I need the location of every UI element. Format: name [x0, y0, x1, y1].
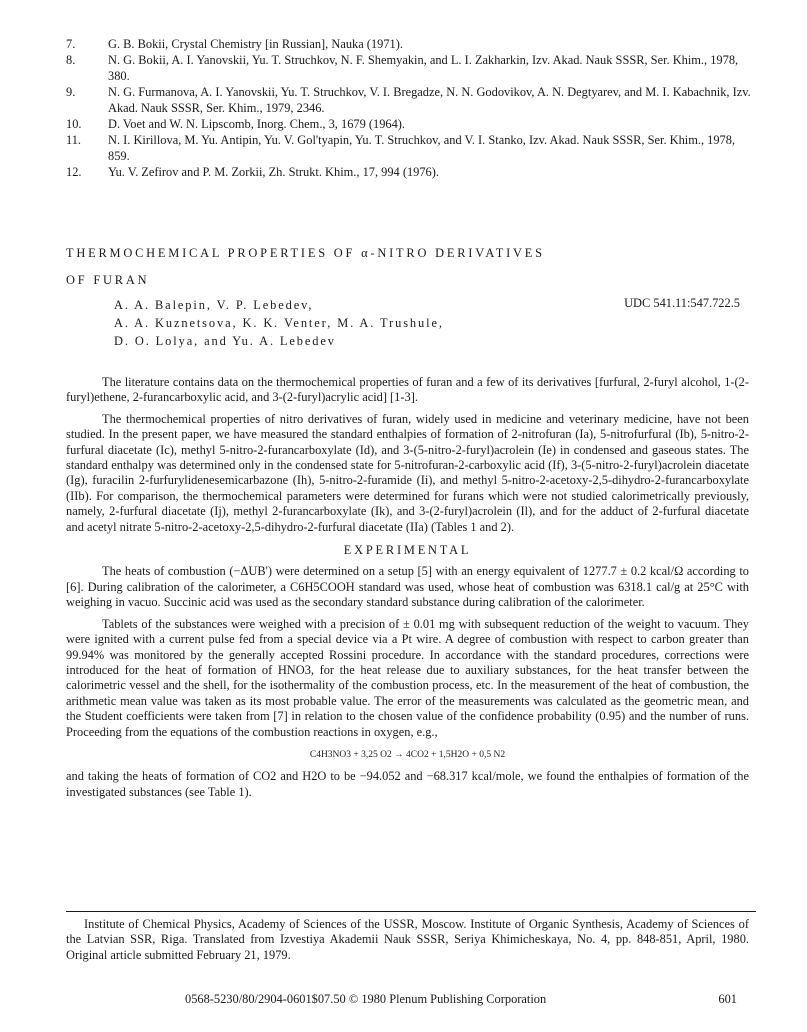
- paragraph: The thermochemical properties of nitro derivatives of furan, widely used in medicine and veterinary medicine, have not been studied. In the present paper, we have measured the standard enthalpies of formation of 2-nitrofuran (Ia), 5-nitrofurfural (Ib), 5-nitro-2-furfural diacetate (Ic), methyl 5-nitro-2-furancarboxylate (Id), and 3-(5-nitro-2-furyl)acrolein (Ie) in condensed and gaseous states. The standard enthalpy was determined only in the condensed state for 5-nitrofuran-2-carboxylic acid (If), 3-(5-nitro-2-furyl)acrolein diacetate (Ig), furacilin 2-furfurylidenesemicarbazone (Ih), 5-nitro-2-furamide (Ii), and methyl 5-nitro-2-acetoxy-2,5-dihydro-2-furancarboxylate (IIb). For comparison, the thermochemical parameters were determined for furans which were not studied calorimetrically previously, namely, 2-furfural diacetate (Ij), methyl 2-furancarboxylate (Ik), and 3-(2-furyl)acrolein (Il), and for the adduct of 2-furfural diacetate and acetyl nitrate 5-nitro-2-acetoxy-2,5-dihydro-2-furfural diacetate (IIa) (Tables 1 and 2).: [66, 411, 749, 534]
- author-line: D. O. Lolya, and Yu. A. Lebedev: [114, 334, 336, 348]
- copyright-line: 0568-5230/80/2904-0601$07.50 © 1980 Plenum Publishing Corporation: [185, 992, 547, 1006]
- article-title: [66, 240, 756, 294]
- reference-item: [66, 84, 756, 116]
- reference-item: [66, 36, 756, 52]
- reference-text: D. Voet and W. N. Lipscomb, Inorg. Chem., 3, 1679 (1964).: [108, 117, 406, 131]
- reaction-equation: C4H3NO3 + 3,25 O2 → 4CO2 + 1,5H2O + 0,5 N2: [309, 749, 506, 760]
- paragraph: and taking the heats of formation of CO2 and H2O to be −94.052 and −68.317 kcal/mole, we found the enthalpies of formation of the investigated substances (see Table 1).: [66, 769, 749, 799]
- reference-number: 10.: [66, 117, 82, 131]
- paragraph: Tablets of the substances were weighed with a precision of ± 0.01 mg with subsequent reduction of the weight to vacuum. They were ignited with a current pulse fed from a special device via a Pt wire. A degree of combustion with respect to carbon greater than 99.94% was monitored by the generally accepted Rossini procedure. In accordance with the standard procedures, corrections were introduced for the heat of formation of HNO3, for the heat release due to auxiliary substances, for the heat transfer between the calorimetric vessel and the shell, for the isothermality of the combustion process, etc. In the measurement of the heat of combustion, the arithmetic mean value was taken as its most probable value. The error of the measurements was calculated as the geometric mean, and the Student coefficients were taken from [7] in relation to the chosen value of the confidence probability (0.95) and the number of runs. Proceeding from the equations of the combustion reactions in oxygen, e.g.,: [66, 616, 749, 739]
- section-heading: EXPERIMENTAL: [343, 543, 472, 558]
- reference-item: [66, 52, 756, 84]
- footnote: Institute of Chemical Physics, Academy of Sciences of the USSR, Moscow. Institute of Organic Synthesis, Academy of Sciences of the Latvian SSR, Riga. Translated from Izvestiya Akademii Nauk SSSR, Seriya Khimicheskaya, No. 4, pp. 848-851, April, 1980. Original article submitted February 21, 1979.: [66, 917, 749, 962]
- page-number: 601: [718, 992, 737, 1006]
- article-body: [66, 375, 749, 806]
- reference-item: [66, 164, 756, 180]
- reference-text: N. I. Kirillova, M. Yu. Antipin, Yu. V. Gol'tyapin, Yu. T. Struchkov, and V. I. Stanko, Izv. Akad. Nauk SSSR, Ser. Khim., 1978, 859.: [108, 133, 736, 163]
- author-list: [114, 296, 444, 350]
- reference-item: [66, 132, 756, 164]
- author-line: A. A. Kuznetsova, K. K. Venter, M. A. Trushule,: [114, 316, 444, 330]
- reference-number: 12.: [66, 165, 82, 179]
- paragraph: The literature contains data on the thermochemical properties of furan and a few of its derivatives [furfural, 2-furyl alcohol, 1-(2-furyl)ethene, 2-furancarboxylic acid, and 3-(2-furyl)acrylic acid] [1-3].: [66, 375, 749, 405]
- article-title-line: OF FURAN: [66, 273, 150, 287]
- reference-text: N. G. Bokii, A. I. Yanovskii, Yu. T. Struchkov, N. F. Shemyakin, and L. I. Zakharkin, Izv. Akad. Nauk SSSR, Ser. Khim., 1978, 380.: [108, 53, 739, 83]
- reference-item: [66, 116, 756, 132]
- reference-list: [66, 36, 756, 180]
- paragraph: The heats of combustion (−ΔUB') were determined on a setup [5] with an energy equivalent of 1277.7 ± 0.2 kcal/Ω according to [6]. During calibration of the calorimeter, a C6H5COOH standard was used, whose heat of combustion was 6318.1 cal/g at 25°C with weighing in vacuo. Succinic acid was used as the secondary standard substance during calibration of the calorimeter.: [66, 564, 749, 610]
- footnote-divider: [66, 911, 756, 912]
- reference-number: 8.: [66, 53, 76, 67]
- article-title-line: THERMOCHEMICAL PROPERTIES OF α-NITRO DERIVATIVES: [66, 246, 545, 260]
- reference-text: Yu. V. Zefirov and P. M. Zorkii, Zh. Strukt. Khim., 17, 994 (1976).: [108, 165, 439, 179]
- reference-number: 9.: [66, 85, 76, 99]
- reference-number: 11.: [66, 133, 82, 147]
- reference-text: N. G. Furmanova, A. I. Yanovskii, Yu. T. Struchkov, V. I. Bregadze, N. N. Godovikov, A. N. Degtyarev, and M. I. Kabachnik, Izv. Akad. Nauk SSSR, Ser. Khim., 1979, 2346.: [108, 85, 751, 115]
- author-line: A. A. Balepin, V. P. Lebedev,: [114, 298, 314, 312]
- udc-code: UDC 541.11:547.722.5: [624, 296, 740, 310]
- reference-text: G. B. Bokii, Crystal Chemistry [in Russian], Nauka (1971).: [108, 37, 403, 51]
- reference-number: 7.: [66, 37, 76, 51]
